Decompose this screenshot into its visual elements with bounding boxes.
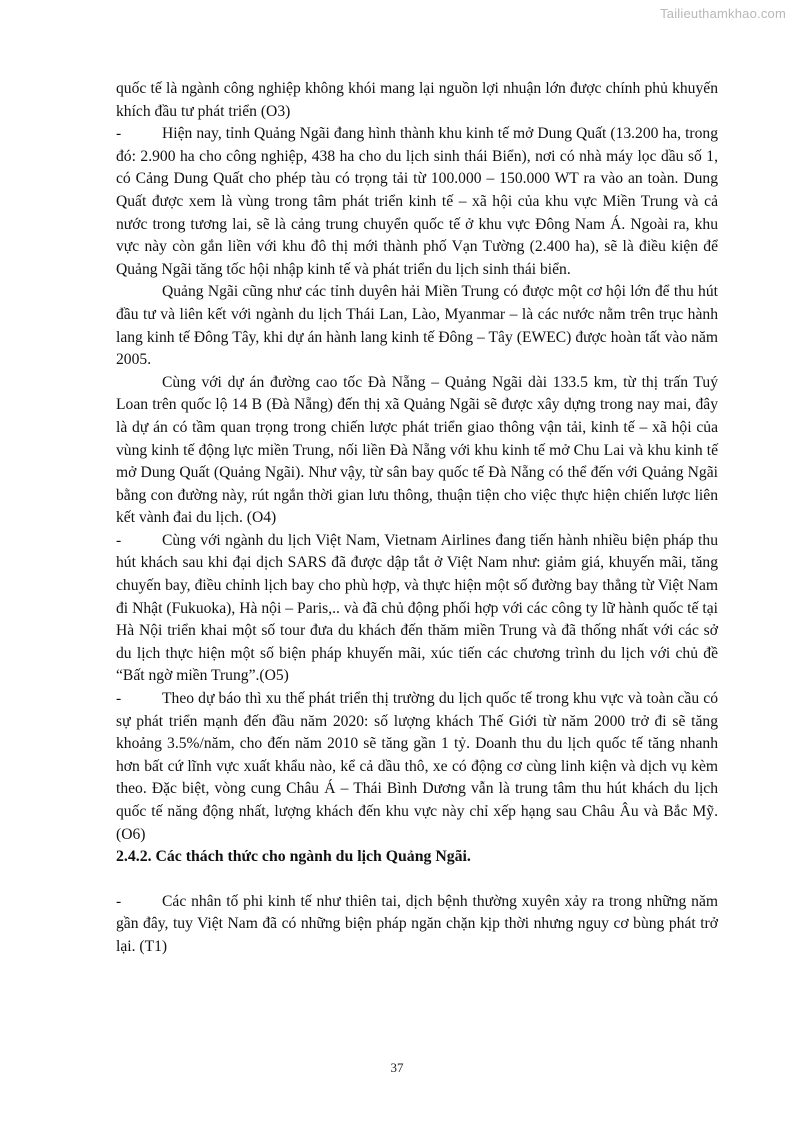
paragraph-text: Cùng với ngành du lịch Việt Nam, Vietnam Airlines đang tiến hành nhiều biện pháp thu hút khách sau khi đại dịch SARS đã được dập tắt ở Việt Nam như: giảm giá, khuyến mãi, tăng chuyến bay, điều chỉnh lịch bay cho phù hợp, và thực hiện một số đường bay thẳng từ Việt Nam đi Nhật (Fukuoka), Hà nội – Paris,.. và đã chủ động phối hợp với các công ty lữ hành quốc tế tại Hà Nội triển khai một số tour đưa du khách đến thăm miền Trung và đã thống nhất với các sở du lịch thực hiện một số biện pháp khuyến mãi, xúc tiến các chương trình du lịch với chủ đề “Bất ngờ miền Trung”.(O5) [116,531,718,685]
paragraph-threats [116,891,718,959]
paragraph-o3-continued [116,78,718,123]
bullet-dash: - [116,531,122,549]
paragraph-text: Theo dự báo thì xu thế phát triển thị trường du lịch quốc tế trong khu vực và toàn cầu có sự phát triển mạnh đến đầu năm 2020: số lượng khách Thế Giới từ năm 2000 trở đi sẽ tăng khoảng 3.5%/năm, cho đến năm 2010 sẽ tăng gần 1 tỷ. Doanh thu du lịch quốc tế tăng nhanh hơn bất cứ lĩnh vực xuất khẩu nào, kể cả dầu thô, xe có động cơ cùng linh kiện và dịch vụ kèm theo. Đặc biệt, vòng cung Châu Á – Thái Bình Dương vẫn là trung tâm thu hút khách du lịch quốc tế năng động nhất, lượng khách đến khu vực này chỉ xếp hạng sau Châu Âu và Bắc Mỹ. (O6) [116,690,718,843]
paragraph-text: Cùng với dự án đường cao tốc Đà Nẵng – Quảng Ngãi dài 133.5 km, từ thị trấn Tuý Loan trên quốc lộ 14 B (Đà Nẵng) đến thị xã Quảng Ngãi sẽ được xây dựng trong nay mai, đây là dự án có tầm quan trọng trong chiến lược phát triển giao thông vận tải, kinh tế – xã hội của vùng kinh tế động lực miền Trung, nối liền Đà Nẵng với khu kinh tế mở Chu Lai và khu kinh tế mở Dung Quất (Quảng Ngãi). Như vậy, từ sân bay quốc tế Đà Nẵng có thể đến với Quảng Ngãi bằng con đường này, rút ngắn thời gian lưu thông, thuận tiện cho việc thực hiện chiến lược liên kết vành đai du lịch. (O4) [116,373,718,527]
bullet-dash: - [116,892,122,910]
bullet-dash: - [116,125,122,143]
paragraph-text: Các nhân tố phi kinh tế như thiên tai, dịch bệnh thường xuyên xảy ra trong những năm gần đây, tuy Việt Nam đã có những biện pháp ngăn chặn kịp thời nhưng nguy cơ bùng phát trở lại. (T1) [116,892,718,955]
paragraph-forecast [116,688,718,846]
document-body [116,78,718,959]
watermark: Tailieuthamkhao.com [660,6,786,21]
paragraph-highway [116,372,718,530]
paragraph-text: Quảng Ngãi cũng như các tỉnh duyên hải Miền Trung có được một cơ hội lớn để thu hút đầu tư và liên kết với ngành du lịch Thái Lan, Lào, Myanmar – là các nước nằm trên trục hành lang kinh tế Đông Tây, khi dự án hành lang kinh tế Đông – Tây (EWEC) được hoàn tất vào năm 2005. [116,283,718,369]
paragraph-dung-quat [116,123,718,281]
bullet-dash: - [116,690,122,708]
section-heading: 2.4.2. Các thách thức cho ngành du lịch Quảng Ngãi. [116,848,471,866]
paragraph-ewec [116,281,718,371]
paragraph-vietnam-airlines [116,530,718,688]
paragraph-text: Hiện nay, tỉnh Quảng Ngãi đang hình thành khu kinh tế mở Dung Quất (13.200 ha, trong đó: 2.900 ha cho công nghiệp, 438 ha cho du lịch sinh thái Biển), nơi có nhà máy lọc dầu số 1, có Cảng Dung Quất cho phép tàu có trọng tải từ 100.000 – 150.000 WT ra vào an toàn. Dung Quất được xem là vùng trong tâm phát triển kinh tế – xã hội của khu vực Miền Trung và cả nước trong tương lai, sẽ là cảng trung chuyển quốc tế ở khu vực Đông Nam Á. Ngoài ra, khu vực này còn gắn liền với khu đô thị mới thành phố Vạn Tường (2.400 ha), sẽ là điều kiện để Quảng Ngãi tăng tốc hội nhập kinh tế và phát triển du lịch sinh thái biển. [116,125,718,278]
paragraph-text: quốc tế là ngành công nghiệp không khói mang lại nguồn lợi nhuận lớn được chính phủ khuyến khích đầu tư phát triển (O3) [116,80,718,120]
page-number: 37 [390,1060,404,1075]
spacer [116,869,718,891]
